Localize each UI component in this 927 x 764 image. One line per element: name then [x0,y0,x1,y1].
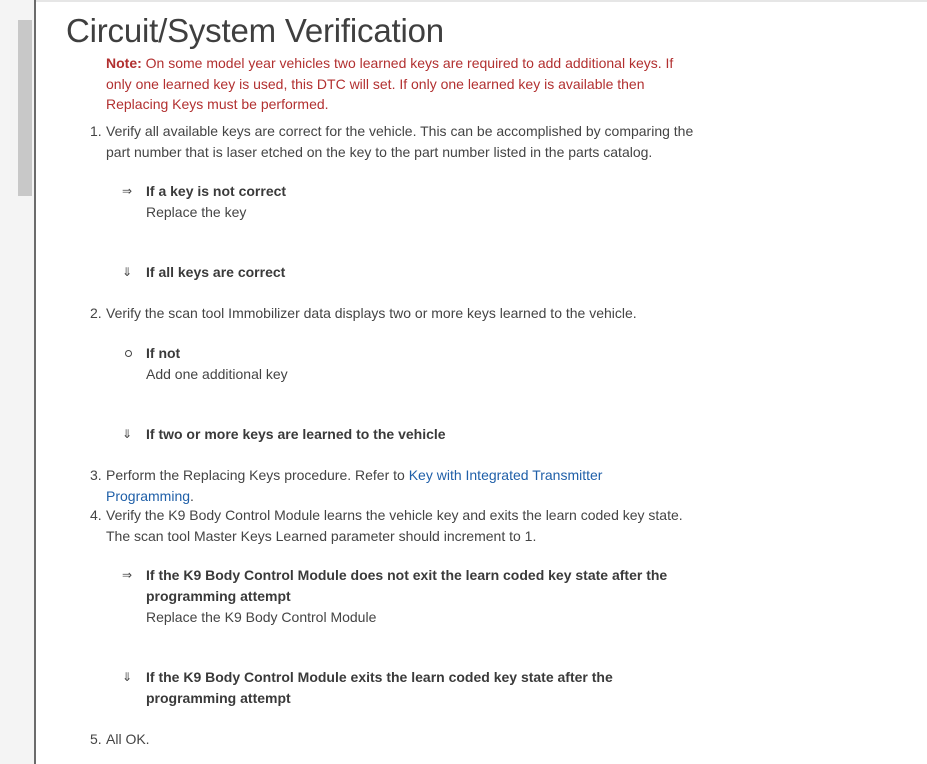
result-condition: If not [146,345,181,361]
result-action: Add one additional key [146,366,288,382]
document-content [36,0,927,764]
step-text: Verify the K9 Body Control Module learns the vehicle key and exits the learn coded key state. The scan tool Master Keys Learned parameter should increment to 1. [106,507,683,544]
key-programming-link[interactable]: Key with Integrated Transmitter Programming [106,467,603,504]
double-down-arrow-icon: ⇓ [122,670,133,684]
double-right-arrow-icon: ⇒ [122,568,133,582]
step-3 [90,465,610,506]
step-text-end: . [190,487,194,504]
step-2 [90,303,710,324]
double-right-arrow-icon: ⇒ [122,184,133,198]
result-bcm-not-exit [122,565,692,628]
double-down-arrow-icon: ⇓ [122,265,133,279]
step-text: Verify the scan tool Immobilizer data displays two or more keys learned to the vehicle. [106,305,637,321]
result-condition: If a key is not correct [146,183,287,199]
note-text: On some model year vehicles two learned keys are required to add additional keys. If only one learned key is used, this DTC will set. If only one learned key is available then Replacing Keys must be performed. [106,55,674,112]
circle-bullet-icon [122,343,140,364]
step-number: 3. [90,467,102,483]
step-number: 5. [90,731,102,747]
result-two-or-more-keys [122,424,692,445]
left-pane [0,0,34,764]
result-if-not [122,343,692,385]
result-all-keys-correct [122,262,692,283]
step-text: Perform the Replacing Keys procedure. Refer to [106,467,409,483]
step-text: Verify all available keys are correct for the vehicle. This can be accomplished by comparing the part number that is laser etched on the key to the part number listed in the parts catalog. [106,123,694,160]
result-bcm-exits [122,667,692,709]
step-number: 2. [90,305,102,321]
result-key-not-correct [122,181,692,223]
step-4 [90,505,710,546]
left-pane-scrollbar-thumb[interactable] [18,20,32,196]
step-number: 1. [90,123,102,139]
result-condition: If the K9 Body Control Module exits the learn coded key state after the programming attempt [146,669,613,706]
step-text: All OK. [106,731,150,747]
result-condition: If all keys are correct [146,264,286,280]
note-block [106,53,696,115]
result-action: Replace the key [146,204,247,220]
note-label: Note: [106,55,142,71]
page-title: Circuit/System Verification [66,12,444,49]
result-condition: If two or more keys are learned to the vehicle [146,426,446,442]
step-5 [90,729,710,750]
result-action: Replace the K9 Body Control Module [146,609,377,625]
step-number: 4. [90,507,102,523]
double-down-arrow-icon: ⇓ [122,427,133,441]
step-1 [90,121,710,162]
result-condition: If the K9 Body Control Module does not exit the learn coded key state after the programming attempt [146,567,668,604]
